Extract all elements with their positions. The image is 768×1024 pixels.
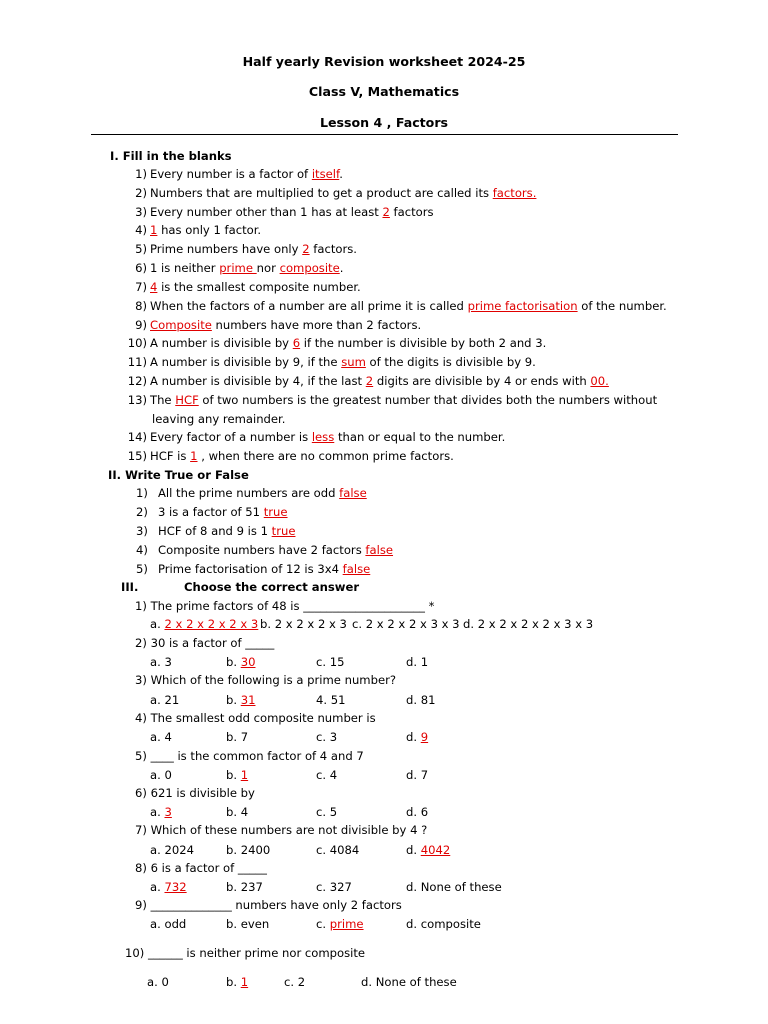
answer-text: 1 bbox=[150, 223, 158, 237]
question-text: 6) 621 is divisible by bbox=[135, 786, 255, 800]
text-segment: HCF of 8 and 9 is 1 bbox=[158, 524, 272, 538]
answer-text: 9 bbox=[420, 730, 429, 744]
fill-blank-item bbox=[150, 222, 261, 238]
text-segment: c. 327 bbox=[316, 880, 352, 894]
fill-blank-item bbox=[150, 166, 343, 182]
answer-text: composite bbox=[279, 261, 340, 275]
answer-text: factors. bbox=[492, 186, 537, 200]
section-numeral: III. bbox=[121, 580, 139, 594]
answer-option bbox=[463, 616, 593, 632]
answer-text: 4 bbox=[150, 280, 158, 294]
answer-text: 30 bbox=[240, 655, 256, 669]
item-number: 13) bbox=[127, 393, 147, 407]
answer-option bbox=[316, 842, 359, 858]
item-number: 9) bbox=[135, 318, 147, 332]
answer-option bbox=[150, 842, 194, 858]
answer-option bbox=[150, 767, 172, 783]
text-segment: has only 1 factor. bbox=[157, 223, 262, 237]
answer-option bbox=[406, 916, 481, 932]
true-false-item bbox=[158, 523, 295, 539]
text-segment: A number is divisible by 4, if the last bbox=[150, 374, 366, 388]
text-segment: , when there are no common prime factors. bbox=[197, 449, 454, 463]
text-segment: d. bbox=[406, 730, 421, 744]
answer-option bbox=[226, 842, 270, 858]
text-segment: c. 2 x 2 x 2 x 3 x 3 bbox=[352, 617, 460, 631]
header-divider bbox=[91, 134, 678, 135]
answer-text: Composite bbox=[150, 318, 212, 332]
text-segment: d. 6 bbox=[406, 805, 429, 819]
text-segment: b. 4 bbox=[226, 805, 249, 819]
answer-option bbox=[406, 729, 428, 745]
answer-option bbox=[150, 616, 258, 632]
text-segment: numbers have more than 2 factors. bbox=[211, 318, 422, 332]
answer-text: false bbox=[365, 543, 394, 557]
section-heading-fill-blanks: I. Fill in the blanks bbox=[110, 149, 232, 163]
item-number: 4) bbox=[135, 223, 147, 237]
answer-option bbox=[316, 729, 337, 745]
text-segment: d. 2 x 2 x 2 x 2 x 3 x 3 bbox=[463, 617, 594, 631]
text-segment: than or equal to the number. bbox=[334, 430, 506, 444]
text-segment: a. bbox=[150, 617, 165, 631]
answer-text: prime bbox=[329, 917, 364, 931]
question-text: 8) 6 is a factor of _____ bbox=[135, 861, 267, 875]
text-segment: b. 237 bbox=[226, 880, 263, 894]
answer-text: 00. bbox=[590, 374, 609, 388]
item-number: 12) bbox=[127, 374, 147, 388]
text-segment: All the prime numbers are odd bbox=[158, 486, 340, 500]
item-number: 1) bbox=[135, 167, 147, 181]
item-number: 7) bbox=[135, 280, 147, 294]
question-text: 4) The smallest odd composite number is bbox=[135, 711, 376, 725]
answer-text: itself bbox=[311, 167, 340, 181]
answer-option bbox=[226, 879, 263, 895]
text-segment: Numbers that are multiplied to get a product are called its bbox=[150, 186, 493, 200]
answer-option bbox=[147, 974, 169, 990]
text-segment: Prime numbers have only bbox=[150, 242, 303, 256]
answer-option bbox=[361, 974, 457, 990]
item-number: 3) bbox=[135, 205, 147, 219]
text-segment: leaving any remainder. bbox=[152, 412, 286, 426]
answer-option bbox=[316, 654, 345, 670]
answer-text: prime bbox=[219, 261, 257, 275]
question-text: 2) 30 is a factor of _____ bbox=[135, 636, 275, 650]
answer-option bbox=[406, 879, 502, 895]
text-segment: b. bbox=[226, 768, 241, 782]
worksheet-title: Half yearly Revision worksheet 2024-25 bbox=[242, 54, 526, 69]
item-number: 2) bbox=[136, 505, 148, 519]
text-segment: Prime factorisation of 12 is 3x4 bbox=[158, 562, 343, 576]
item-number: 11) bbox=[127, 355, 147, 369]
item-number: 4) bbox=[136, 543, 148, 557]
answer-text: 1 bbox=[240, 975, 249, 989]
answer-text: 1 bbox=[240, 768, 249, 782]
text-segment: c. bbox=[316, 917, 330, 931]
answer-text: false bbox=[342, 562, 371, 576]
text-segment: b. bbox=[226, 655, 241, 669]
text-segment: When the factors of a number are all prime it is called bbox=[150, 299, 468, 313]
fill-blank-item bbox=[150, 185, 536, 201]
item-number: 15) bbox=[127, 449, 147, 463]
text-segment: of the digits is divisible by 9. bbox=[365, 355, 536, 369]
fill-blank-item bbox=[150, 448, 454, 464]
question-text: 1) The prime factors of 48 is _____________________ * bbox=[135, 599, 435, 613]
lesson-title: Lesson 4 , Factors bbox=[319, 115, 449, 130]
text-segment: b. bbox=[226, 975, 241, 989]
answer-text: 2 bbox=[302, 242, 310, 256]
fill-blank-item bbox=[150, 373, 609, 389]
fill-blank-item bbox=[150, 204, 434, 220]
answer-text: true bbox=[263, 505, 288, 519]
fill-blank-item bbox=[150, 260, 343, 276]
text-segment: HCF is bbox=[150, 449, 191, 463]
answer-option bbox=[406, 692, 435, 708]
true-false-item bbox=[158, 542, 393, 558]
answer-text: false bbox=[339, 486, 367, 500]
answer-option bbox=[316, 916, 364, 932]
text-segment: d. bbox=[406, 843, 421, 857]
fill-blank-item bbox=[150, 354, 536, 370]
answer-option bbox=[284, 974, 305, 990]
answer-option bbox=[226, 804, 248, 820]
text-segment: b. even bbox=[226, 917, 270, 931]
answer-text: 3 bbox=[164, 805, 172, 819]
answer-option bbox=[406, 654, 428, 670]
item-number: 10) bbox=[127, 336, 147, 350]
item-number: 2) bbox=[135, 186, 147, 200]
text-segment: c. 4 bbox=[316, 768, 338, 782]
fill-blank-item bbox=[150, 335, 546, 351]
answer-text: 2 bbox=[382, 205, 390, 219]
answer-text: 6 bbox=[292, 336, 301, 350]
text-segment: 3 is a factor of 51 bbox=[158, 505, 264, 519]
text-segment: if the number is divisible by both 2 and 3. bbox=[300, 336, 547, 350]
text-segment: d. composite bbox=[406, 917, 481, 931]
text-segment: a. 0 bbox=[147, 975, 169, 989]
text-segment: d. 81 bbox=[406, 693, 436, 707]
text-segment: b. 7 bbox=[226, 730, 249, 744]
answer-option bbox=[226, 916, 269, 932]
text-segment: is the smallest composite number. bbox=[157, 280, 361, 294]
answer-text: true bbox=[271, 524, 296, 538]
text-segment: of the number. bbox=[577, 299, 667, 313]
answer-option bbox=[150, 692, 179, 708]
text-segment: a. odd bbox=[150, 917, 187, 931]
text-segment: c. 3 bbox=[316, 730, 338, 744]
question-text: 10) ______ is neither prime nor composite bbox=[125, 946, 366, 960]
item-number: 14) bbox=[127, 430, 147, 444]
fill-blank-item bbox=[150, 298, 667, 314]
answer-text: HCF bbox=[175, 393, 199, 407]
text-segment: a. 0 bbox=[150, 768, 172, 782]
text-segment: d. None of these bbox=[361, 975, 457, 989]
answer-option bbox=[226, 767, 248, 783]
text-segment: d. 1 bbox=[406, 655, 429, 669]
text-segment: c. 15 bbox=[316, 655, 345, 669]
text-segment: c. 4084 bbox=[316, 843, 360, 857]
answer-option bbox=[226, 692, 256, 708]
answer-text: less bbox=[311, 430, 335, 444]
item-number: 8) bbox=[135, 299, 147, 313]
text-segment: a. 4 bbox=[150, 730, 172, 744]
text-segment: factors. bbox=[309, 242, 357, 256]
text-segment: Every factor of a number is bbox=[150, 430, 312, 444]
text-segment: 1 is neither bbox=[150, 261, 220, 275]
text-segment: a. 21 bbox=[150, 693, 180, 707]
text-segment: a. bbox=[150, 805, 165, 819]
answer-option bbox=[150, 916, 186, 932]
answer-option bbox=[406, 842, 450, 858]
answer-text: prime factorisation bbox=[467, 299, 578, 313]
text-segment: . bbox=[339, 261, 344, 275]
answer-option bbox=[226, 974, 248, 990]
answer-option bbox=[316, 767, 337, 783]
answer-option bbox=[226, 729, 248, 745]
true-false-item bbox=[158, 485, 367, 501]
true-false-item bbox=[158, 504, 288, 520]
answer-option bbox=[316, 879, 352, 895]
text-segment: factors bbox=[389, 205, 434, 219]
answer-option bbox=[260, 616, 347, 632]
answer-text: 1 bbox=[190, 449, 198, 463]
fill-blank-item bbox=[150, 429, 505, 445]
text-segment: Every number other than 1 has at least bbox=[150, 205, 383, 219]
fill-blank-item bbox=[150, 392, 657, 408]
item-number: 3) bbox=[136, 524, 148, 538]
item-number: 1) bbox=[136, 486, 148, 500]
question-text: 5) ____ is the common factor of 4 and 7 bbox=[135, 749, 364, 763]
answer-option bbox=[150, 729, 172, 745]
answer-option bbox=[150, 879, 187, 895]
text-segment: b. bbox=[226, 693, 241, 707]
answer-option bbox=[150, 654, 172, 670]
text-segment: d. 7 bbox=[406, 768, 429, 782]
text-segment: a. 3 bbox=[150, 655, 172, 669]
text-segment: b. 2 x 2 x 2 x 3 bbox=[260, 617, 347, 631]
answer-option bbox=[316, 804, 337, 820]
question-text: 9) ______________ numbers have only 2 factors bbox=[135, 898, 402, 912]
text-segment: c. 5 bbox=[316, 805, 338, 819]
answer-option bbox=[406, 804, 428, 820]
text-segment: b. 2400 bbox=[226, 843, 271, 857]
answer-option bbox=[316, 692, 346, 708]
answer-option bbox=[352, 616, 460, 632]
question-text: 3) Which of the following is a prime number? bbox=[135, 673, 397, 687]
item-number: 5) bbox=[136, 562, 148, 576]
answer-text: 2 x 2 x 2 x 2 x 3 bbox=[164, 617, 259, 631]
answer-text: 31 bbox=[240, 693, 256, 707]
fill-blank-item bbox=[152, 411, 285, 427]
answer-option bbox=[226, 654, 256, 670]
text-segment: d. None of these bbox=[406, 880, 502, 894]
answer-text: 2 bbox=[365, 374, 374, 388]
fill-blank-item bbox=[150, 279, 361, 295]
answer-text: 4042 bbox=[420, 843, 451, 857]
true-false-item bbox=[158, 561, 370, 577]
text-segment: A number is divisible by bbox=[150, 336, 293, 350]
text-segment: Every number is a factor of bbox=[150, 167, 312, 181]
text-segment: . bbox=[339, 167, 343, 181]
text-segment: a. bbox=[150, 880, 165, 894]
section-heading-choose: Choose the correct answer bbox=[184, 580, 360, 594]
answer-option bbox=[150, 804, 172, 820]
text-segment: digits are divisible by 4 or ends with bbox=[373, 374, 591, 388]
text-segment: Composite numbers have 2 factors bbox=[158, 543, 366, 557]
text-segment: A number is divisible by 9, if the bbox=[150, 355, 342, 369]
text-segment: The bbox=[150, 393, 176, 407]
fill-blank-item bbox=[150, 317, 421, 333]
class-subject: Class V, Mathematics bbox=[308, 84, 460, 99]
text-segment: 4. 51 bbox=[316, 693, 346, 707]
item-number: 6) bbox=[135, 261, 147, 275]
text-segment: of two numbers is the greatest number that divides both the numbers without bbox=[198, 393, 658, 407]
section-heading-true-false: II. Write True or False bbox=[108, 468, 249, 482]
fill-blank-item bbox=[150, 241, 357, 257]
item-number: 5) bbox=[135, 242, 147, 256]
answer-text: sum bbox=[341, 355, 366, 369]
answer-option bbox=[406, 767, 428, 783]
question-text: 7) Which of these numbers are not divisible by 4 ? bbox=[135, 823, 428, 837]
text-segment: c. 2 bbox=[284, 975, 306, 989]
text-segment: a. 2024 bbox=[150, 843, 194, 857]
text-segment: nor bbox=[256, 261, 280, 275]
answer-text: 732 bbox=[164, 880, 187, 894]
